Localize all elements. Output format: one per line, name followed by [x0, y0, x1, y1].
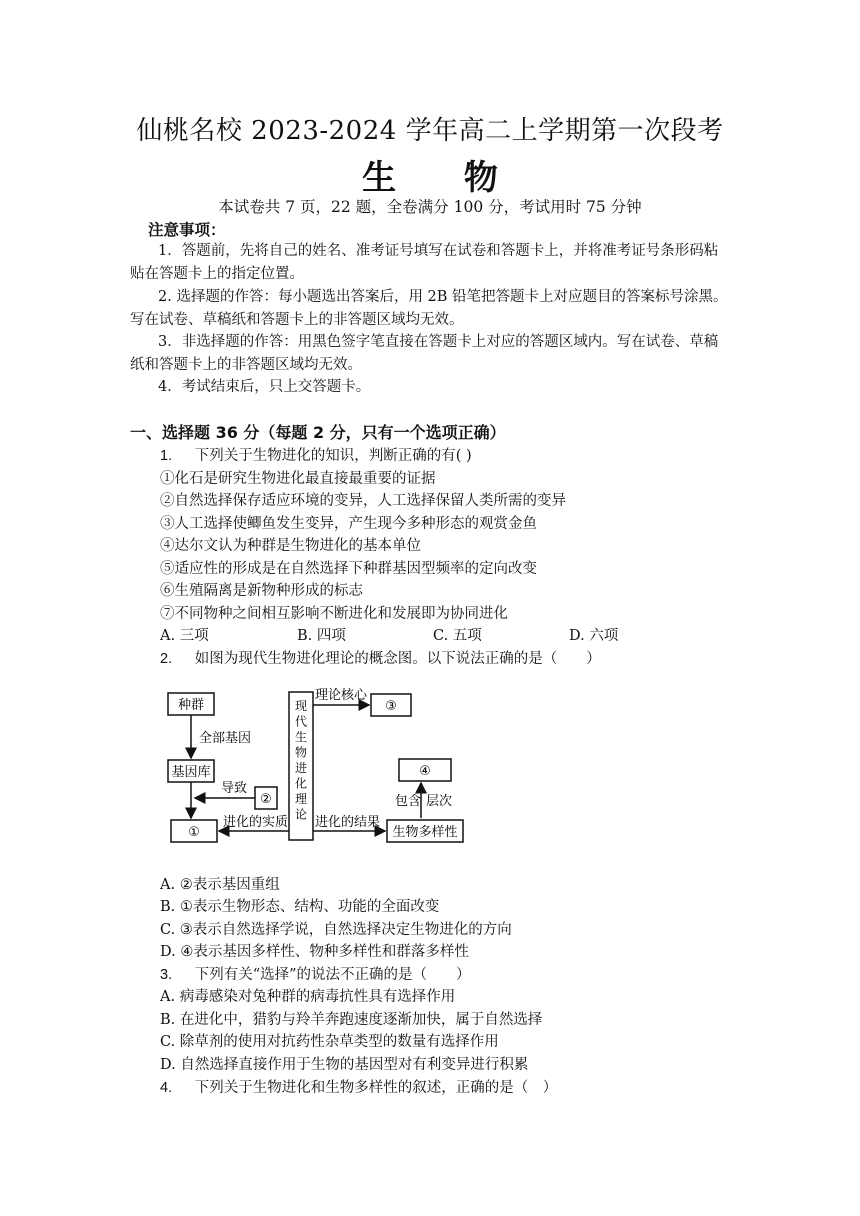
q1-option-a: A. 三项 [160, 628, 209, 644]
result-label: 进化的结果 [315, 815, 381, 830]
q4-stem [160, 1076, 557, 1097]
circle-1-label: ① [188, 825, 200, 840]
q2-option-a: A. ②表示基因重组 [160, 877, 280, 893]
q1-option-d: D. 六项 [569, 628, 619, 644]
q1-statement-7: ⑦不同物种之间相互影响不断进化和发展即为协同进化 [160, 606, 508, 622]
q1-statement-1: ①化石是研究生物进化最直接最重要的证据 [160, 471, 436, 487]
q2-number: 2. [160, 651, 173, 667]
q1-statement-6: ⑥生殖隔离是新物种形成的标志 [160, 583, 363, 599]
leads-to-label: 导致 [221, 781, 248, 796]
q3-option-c: C. 除草剂的使用对抗药性杂草类型的数量有选择作用 [160, 1034, 499, 1050]
gene-pool-label: 基因库 [171, 765, 211, 780]
circle-2-label: ② [260, 792, 272, 807]
section-heading: 一、选择题 36 分（每题 2 分，只有一个选项正确） [130, 423, 506, 442]
all-genes-label: 全部基因 [199, 731, 252, 746]
q3-option-b: B. 在进化中，猎豹与羚羊奔跑速度逐渐加快，属于自然选择 [160, 1012, 543, 1028]
evolution-concept-diagram [155, 680, 475, 850]
subject-heading: 生 物 [362, 158, 526, 198]
q2-option-b: B. ①表示生物形态、结构、功能的全面改变 [160, 899, 440, 915]
q1-statement-2: ②自然选择保存适应环境的变异，人工选择保留人类所需的变异 [160, 493, 566, 509]
q4-number: 4. [160, 1080, 173, 1096]
q1-statement-4: ④达尔文认为种群是生物进化的基本单位 [160, 538, 421, 554]
q1-option-b: B. 四项 [297, 628, 346, 644]
q1-statement-5: ⑤适应性的形成是在自然选择下种群基因型频率的定向改变 [160, 561, 537, 577]
q1-statement-3: ③人工选择使鲫鱼发生变异，产生现今多种形态的观赏金鱼 [160, 516, 537, 532]
notice-item-3: 3．非选择题的作答：用黑色签字笔直接在答题卡上对应的答题区域内。写在试卷、草稿纸和答题卡上的非答题区域均无效。 [130, 334, 719, 373]
levels-label: 层次 [426, 794, 453, 809]
notice-item-1: 1．答题前，先将自己的姓名、准考证号填写在试卷和答题卡上，并将准考证号条形码粘贴在答题卡上的指定位置。 [130, 243, 719, 282]
essence-label: 进化的实质 [223, 815, 289, 830]
core-label: 理论核心 [315, 688, 368, 703]
q3-stem-text: 下列有关“选择”的说法不正确的是（ ） [194, 967, 471, 983]
circle-3-label: ③ [385, 699, 397, 714]
biodiversity-label: 生物多样性 [392, 825, 458, 840]
circle-4-label: ④ [419, 764, 431, 779]
population-label: 种群 [177, 698, 205, 713]
center-theory-label: 现代生物进化理论 [294, 699, 308, 822]
notice-item-4: 4．考试结束后，只上交答题卡。 [158, 379, 371, 395]
q1-number: 1. [160, 448, 173, 464]
includes-label: 包含 [395, 794, 422, 809]
q2-option-c: C. ③表示自然选择学说，自然选择决定生物进化的方向 [160, 922, 512, 938]
q3-stem [160, 963, 471, 984]
q2-stem-text: 如图为现代生物进化理论的概念图。以下说法正确的是（ ） [194, 651, 601, 667]
q1-stem-text: 下列关于生物进化的知识，判断正确的有( ) [194, 448, 472, 464]
q3-option-d: D. 自然选择直接作用于生物的基因型对有利变异进行积累 [160, 1057, 529, 1073]
q3-option-a: A. 病毒感染对兔种群的病毒抗性具有选择作用 [160, 989, 456, 1005]
q1-option-c: C. 五项 [433, 628, 482, 644]
q2-stem [160, 647, 601, 668]
q3-number: 3. [160, 967, 173, 983]
q2-option-d: D. ④表示基因多样性、物种多样性和群落多样性 [160, 944, 469, 960]
notice-heading: 注意事项： [148, 220, 226, 239]
notice-item-2: 2. 选择题的作答：每小题选出答案后，用 2B 铅笔把答题卡上对应题目的答案标号涂黑。写在试卷、草稿纸和答题卡上的非答题区域均无效。 [130, 289, 728, 328]
exam-title: 仙桃名校 2023-2024 学年高二上学期第一次段考 [136, 116, 724, 146]
exam-info: 本试卷共 7 页，22 题，全卷满分 100 分，考试用时 75 分钟 [218, 198, 642, 216]
q1-stem [160, 444, 472, 465]
q4-stem-text: 下列关于生物进化和生物多样性的叙述，正确的是（ ） [194, 1080, 558, 1096]
